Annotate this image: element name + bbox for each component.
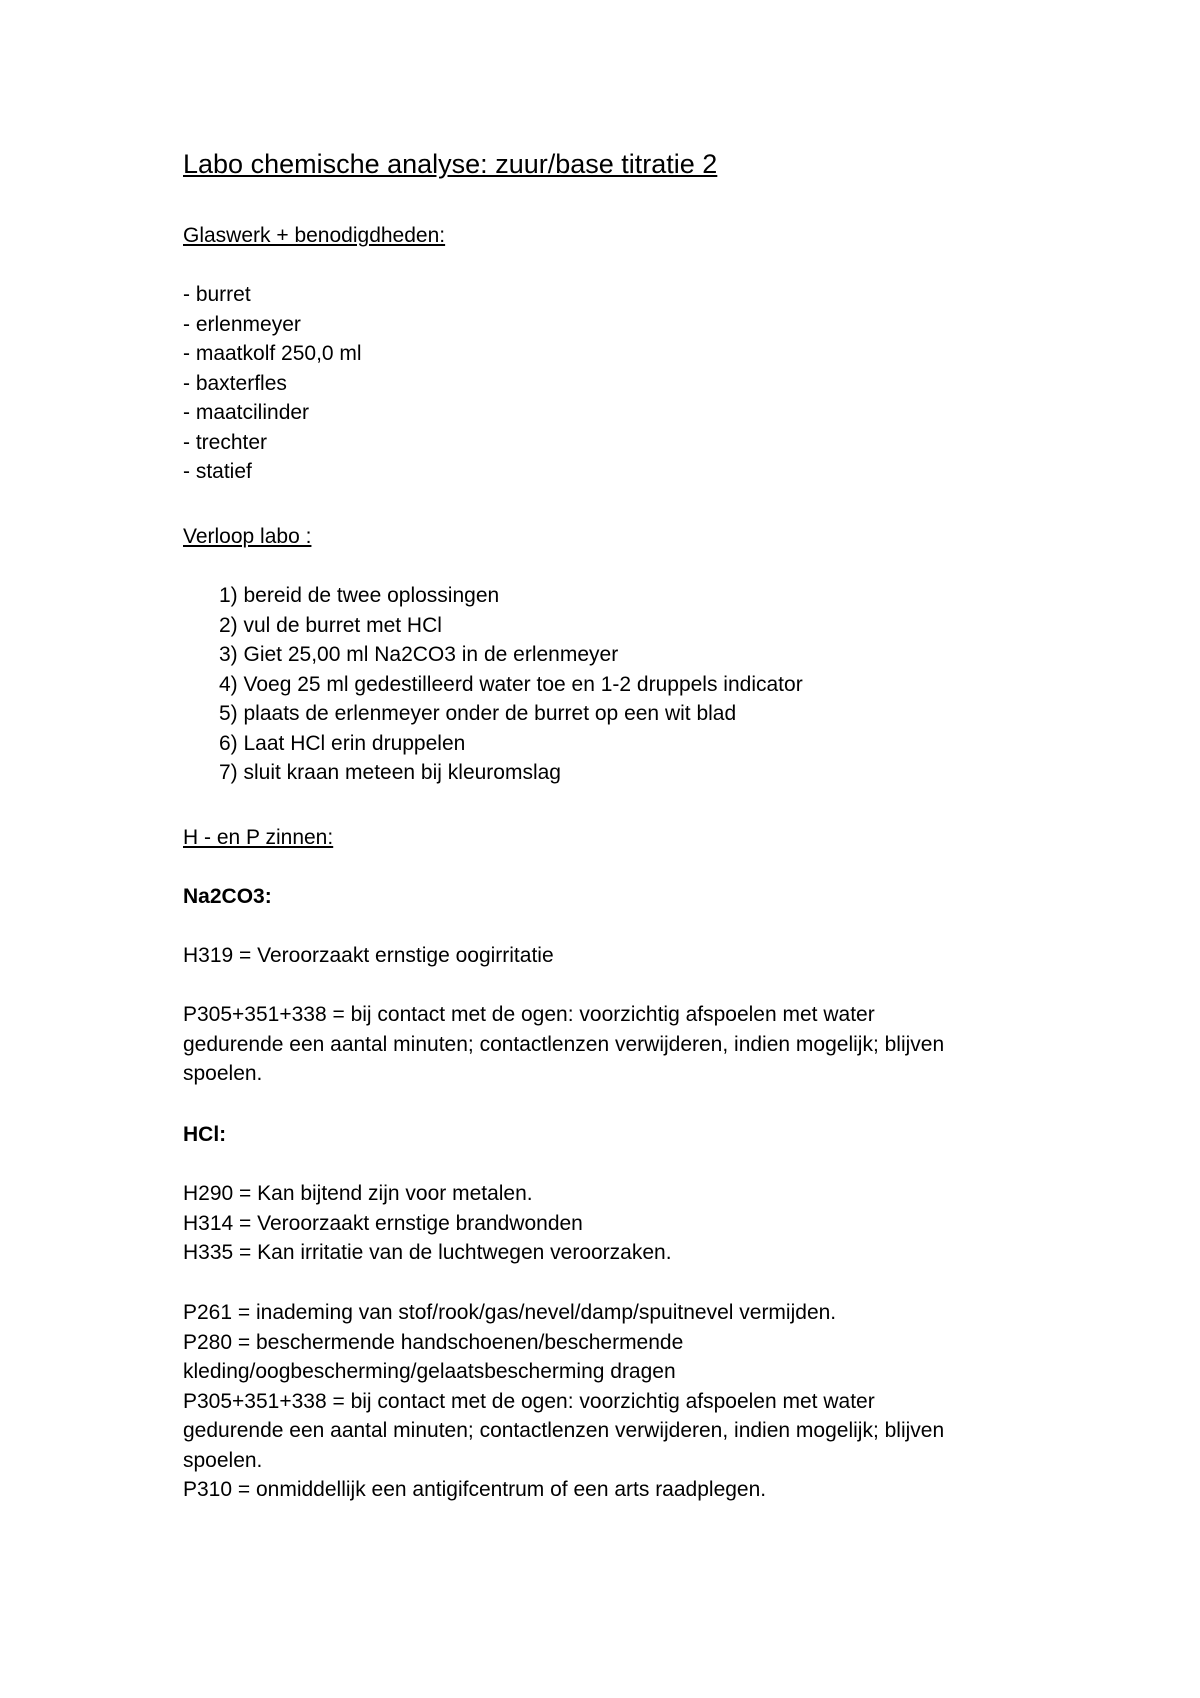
glaswerk-list — [183, 280, 362, 487]
text-line: H335 = Kan irritatie van de luchtwegen veroorzaken. — [183, 1241, 672, 1264]
list-item: - erlenmeyer — [183, 312, 301, 336]
text-line: P310 = onmiddellijk een antigifcentrum of een arts raadplegen. — [183, 1478, 767, 1501]
na2co3-label: Na2CO3: — [183, 885, 272, 908]
hp-heading: H - en P zinnen: — [183, 826, 334, 849]
step-item: 7) sluit kraan meteen bij kleuromslag — [219, 761, 561, 784]
list-item: - maatcilinder — [183, 401, 310, 424]
verloop-steps — [219, 581, 803, 788]
hcl-label: HCl: — [183, 1123, 227, 1146]
text-line: H290 = Kan bijtend zijn voor metalen. — [183, 1182, 533, 1205]
document-title: Labo chemische analyse: zuur/base titratie 2 — [183, 149, 718, 179]
step-item: 2) vul de burret met HCl — [219, 613, 442, 637]
text-line: P261 = inademing van stof/rook/gas/nevel/damp/spuitnevel vermijden. — [183, 1301, 837, 1324]
verloop-heading: Verloop labo : — [183, 525, 312, 548]
na2co3-p-statement — [183, 1000, 944, 1089]
glaswerk-heading: Glaswerk + benodigdheden: — [183, 224, 446, 247]
list-item: - maatkolf 250,0 ml — [183, 342, 362, 365]
step-item: 1) bereid de twee oplossingen — [219, 584, 500, 607]
text-line: P305+351+338 = bij contact met de ogen: voorzichtig afspoelen met water — [183, 1389, 875, 1413]
list-item: - burret — [183, 283, 251, 306]
text-line: P280 = beschermende handschoenen/beschermende — [183, 1330, 684, 1354]
text-line: spoelen. — [183, 1448, 263, 1472]
text-line: H314 = Veroorzaakt ernstige brandwonden — [183, 1211, 583, 1235]
list-item: - statief — [183, 460, 252, 483]
step-item: 6) Laat HCl erin druppelen — [219, 731, 466, 755]
text-line: spoelen. — [183, 1062, 263, 1085]
list-item: - baxterfles — [183, 371, 287, 395]
step-item: 4) Voeg 25 ml gedestilleerd water toe en 1-2 druppels indicator — [219, 672, 803, 696]
text-line: gedurende een aantal minuten; contactlenzen verwijderen, indien mogelijk; blijven — [183, 1032, 945, 1056]
list-item: - trechter — [183, 430, 268, 454]
hcl-p-statements — [183, 1298, 944, 1505]
hcl-h-statements — [183, 1179, 672, 1268]
text-line: P305+351+338 = bij contact met de ogen: voorzichtig afspoelen met water — [183, 1003, 875, 1026]
step-item: 3) Giet 25,00 ml Na2CO3 in de erlenmeyer — [219, 643, 619, 666]
text-line: gedurende een aantal minuten; contactlenzen verwijderen, indien mogelijk; blijven — [183, 1419, 945, 1442]
text-line: kleding/oogbescherming/gelaatsbescherming dragen — [183, 1360, 676, 1383]
step-item: 5) plaats de erlenmeyer onder de burret op een wit blad — [219, 702, 737, 725]
na2co3-h-statement: H319 = Veroorzaakt ernstige oogirritatie — [183, 944, 554, 967]
